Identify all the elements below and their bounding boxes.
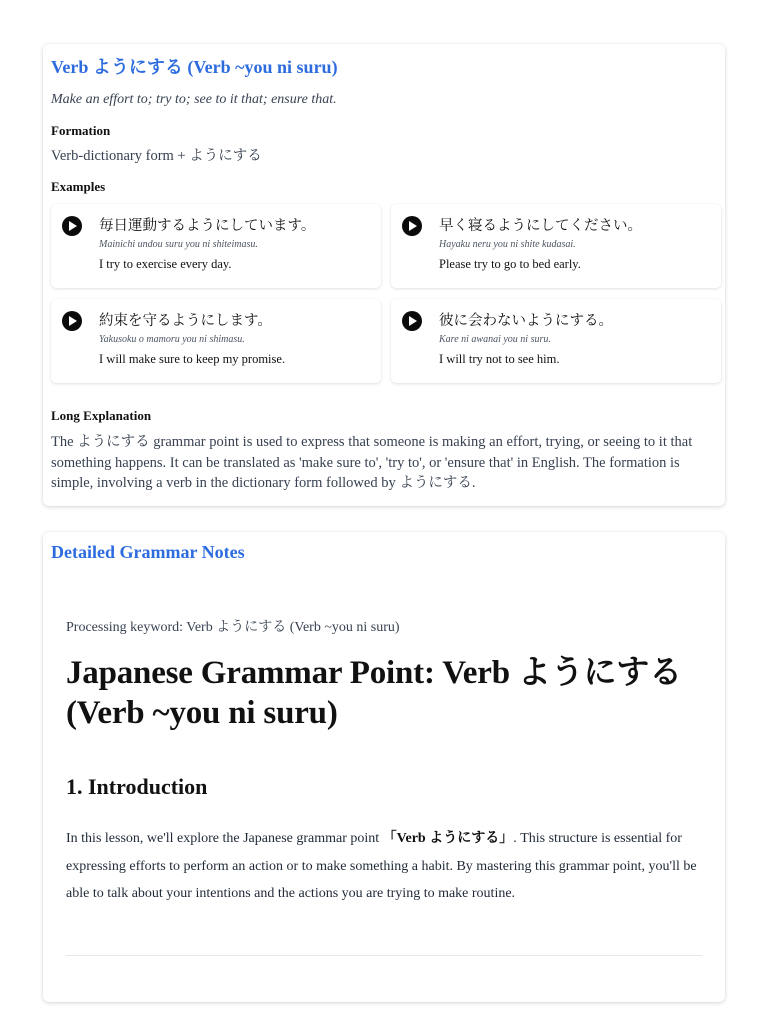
play-icon[interactable] bbox=[62, 311, 82, 331]
play-icon[interactable] bbox=[402, 216, 422, 236]
example-romaji: Mainichi undou suru you ni shiteimasu. bbox=[99, 239, 258, 250]
long-explanation-label: Long Explanation bbox=[51, 408, 152, 423]
example-english: I try to exercise every day. bbox=[99, 257, 232, 271]
introduction-heading: 1. Introduction bbox=[66, 774, 208, 799]
play-icon[interactable] bbox=[402, 311, 422, 331]
example-card bbox=[51, 204, 381, 288]
notes-body bbox=[51, 619, 717, 956]
intro-text-after: . This structure is essential for expressing efforts to perform an action or to make something a habit. By mastering this grammar point, you'll be able to talk about your intentions and the actions you are trying to make routine. bbox=[66, 831, 697, 901]
example-romaji: Yakusoku o mamoru you ni shimasu. bbox=[99, 334, 245, 345]
example-japanese: 約束を守るようにします。 bbox=[99, 313, 272, 329]
example-card bbox=[391, 299, 721, 383]
example-japanese: 毎日運動するようにしています。 bbox=[99, 218, 316, 234]
examples-grid bbox=[51, 204, 717, 394]
example-card bbox=[51, 299, 381, 383]
grammar-point-card bbox=[43, 44, 725, 506]
example-card bbox=[391, 204, 721, 288]
notes-heading: Japanese Grammar Point: Verb ようにする (Verb ~you ni suru) bbox=[66, 655, 682, 731]
formation-text: Verb-dictionary form + ようにする bbox=[51, 148, 262, 164]
formation-label: Formation bbox=[51, 123, 111, 138]
example-romaji: Hayaku neru you ni shite kudasai. bbox=[439, 239, 576, 250]
intro-text-before: In this lesson, we'll explore the Japanese grammar point bbox=[66, 831, 383, 846]
example-japanese: 彼に会わないようにする。 bbox=[439, 313, 613, 329]
example-japanese: 早く寝るようにしてください。 bbox=[439, 218, 642, 234]
example-english: I will make sure to keep my promise. bbox=[99, 352, 286, 366]
grammar-notes-card bbox=[43, 532, 725, 1002]
grammar-title: Verb ようにする (Verb ~you ni suru) bbox=[51, 57, 338, 77]
intro-grammar-point: 「Verb ようにする」 bbox=[382, 831, 514, 846]
examples-label: Examples bbox=[51, 179, 106, 194]
example-english: I will try not to see him. bbox=[439, 352, 560, 366]
notes-title: Detailed Grammar Notes bbox=[51, 542, 245, 562]
play-icon[interactable] bbox=[62, 216, 82, 236]
long-explanation-text: The ようにする grammar point is used to express that someone is making an effort, trying, or seeing to it that something happens. It can be translated as 'make sure to', 'try to', or 'ensure that' in English. The formation is simple, involving a verb in the dictionary form followed by ようにする. bbox=[51, 434, 693, 491]
introduction-paragraph bbox=[66, 825, 702, 908]
example-romaji: Kare ni awanai you ni suru. bbox=[439, 334, 551, 345]
processing-keyword: Processing keyword: Verb ようにする (Verb ~you ni suru) bbox=[66, 620, 400, 635]
example-english: Please try to go to bed early. bbox=[439, 257, 581, 271]
grammar-meaning: Make an effort to; try to; see to it that; ensure that. bbox=[51, 92, 337, 107]
section-divider bbox=[66, 955, 702, 956]
